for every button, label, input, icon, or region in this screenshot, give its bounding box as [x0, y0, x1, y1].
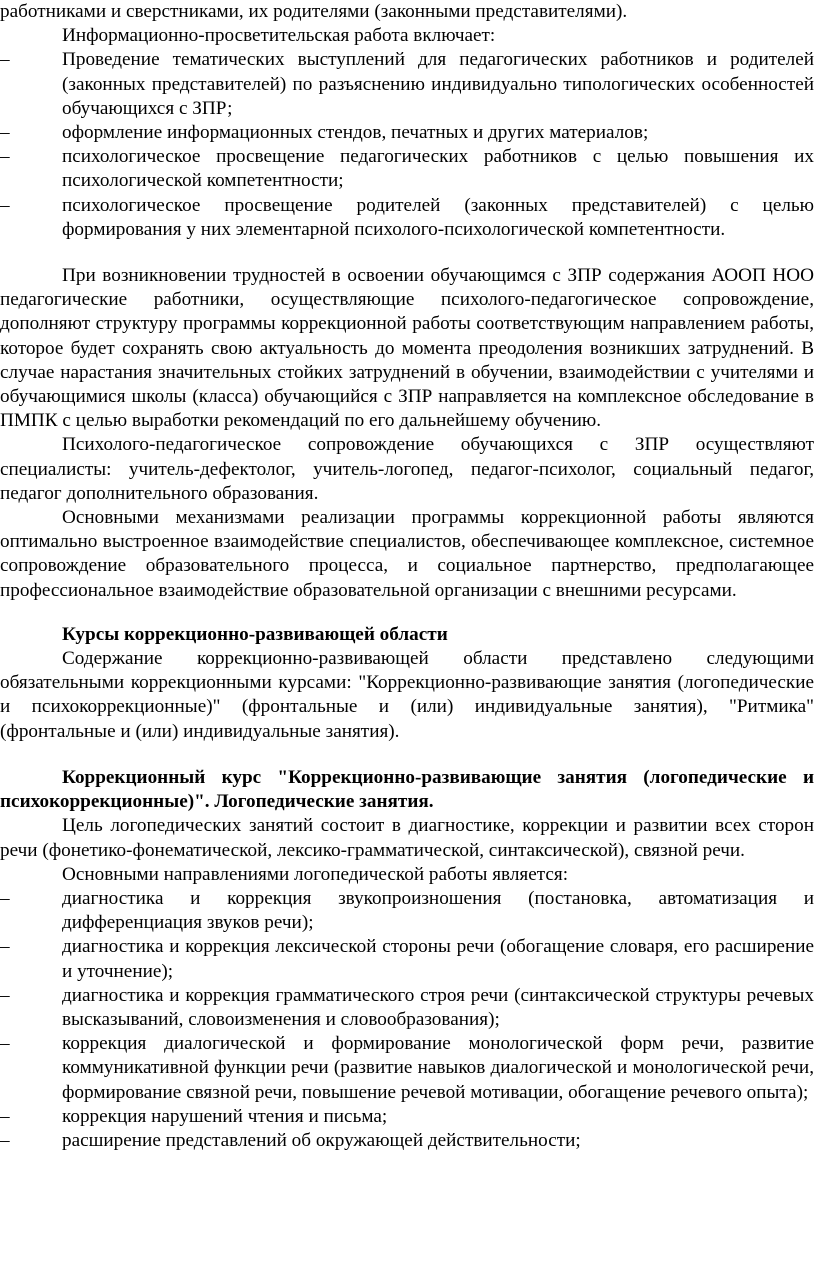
list-item: – диагностика и коррекция грамматического строя речи (синтаксической структуры речевых высказываний, словоизменения и словообразования);	[0, 984, 814, 1032]
list-item: – коррекция нарушений чтения и письма;	[0, 1105, 814, 1129]
paragraph-specialists: Психолого-педагогическое сопровождение обучающихся с ЗПР осуществляют специалисты: учитель-дефектолог, учитель-логопед, педагог-психолог, социальный педагог, педагог дополнительного образования.	[0, 434, 814, 504]
section-heading-speech-course: Коррекционный курс "Коррекционно-развивающие занятия (логопедические и психокоррекционные)". Логопедические занятия.	[0, 766, 814, 813]
paragraph-courses-content: Содержание коррекционно-развивающей области представлено следующими обязательными коррекционными курсами: "Коррекционно-развивающие занятия (логопедические и психокоррекционные)" (фронтальные и (или) индивидуальные занятия), "Ритмика" (фронтальные и (или) индивидуальные занятия).	[0, 648, 814, 742]
list-item: – диагностика и коррекция лексической стороны речи (обогащение словаря, его расширение и уточнение);	[0, 935, 814, 983]
list-item: – оформление информационных стендов, печатных и других материалов;	[0, 121, 814, 145]
list-item: – диагностика и коррекция звукопроизношения (постановка, автоматизация и дифференциация звуков речи);	[0, 887, 814, 935]
section-heading-courses: Курсы коррекционно-развивающей области	[62, 623, 448, 645]
spacer	[0, 744, 814, 766]
paragraph-info-work-intro: Информационно-просветительская работа включает:	[62, 25, 496, 47]
paragraph-difficulties: При возникновении трудностей в освоении обучающимся с ЗПР содержания АООП НОО педагогические работники, осуществляющие психолого-педагогическое сопровождение, дополняют структуру программы коррекционной работы соответствующим направлением работы, которое будет сохранять свою актуальность до момента преодоления возникших затруднений. В случае нарастания значительных стойких затруднений в обучении, взаимодействии с учителями и обучающимися школы (класса) обучающийся с ЗПР направляется на комплексное обследование в ПМПК с целью выработки рекомендаций по его дальнейшему обучению.	[0, 265, 814, 432]
paragraph-speech-goal: Цель логопедических занятий состоит в диагностике, коррекции и развитии всех сторон речи (фонетико-фонематической, лексико-грамматической, синтаксической), связной речи.	[0, 815, 814, 861]
list-item: – коррекция диалогической и формирование монологической форм речи, развитие коммуникативной функции речи (развитие навыков диалогической и монологической речи, формирование связной речи, повышение речевой мотивации, обогащение речевого опыта);	[0, 1032, 814, 1105]
list-item: – психологическое просвещение педагогических работников с целью повышения их психологической компетентности;	[0, 145, 814, 193]
list-item: – Проведение тематических выступлений для педагогических работников и родителей (законных представителей) по разъяснению индивидуально типологических особенностей обучающихся с ЗПР;	[0, 48, 814, 121]
list-item: – расширение представлений об окружающей действительности;	[0, 1129, 814, 1153]
speech-directions-list	[0, 887, 814, 1153]
info-work-list	[0, 48, 814, 242]
paragraph-mechanisms: Основными механизмами реализации программы коррекционной работы являются оптимально выстроенное взаимодействие специалистов, обеспечивающее комплексное, системное сопровождение образовательного процесса, и социальное партнерство, предполагающее профессиональное взаимодействие образовательной организации с внешними ресурсами.	[0, 507, 814, 601]
spacer	[0, 242, 814, 264]
spacer	[0, 603, 814, 623]
list-item: – психологическое просвещение родителей (законных представителей) с целью формирования у них элементарной психолого-психологической компетентности.	[0, 194, 814, 242]
paragraph-continuation: работниками и сверстниками, их родителями (законными представителями).	[0, 1, 628, 22]
paragraph-speech-directions: Основными направлениями логопедической работы является:	[62, 863, 569, 885]
